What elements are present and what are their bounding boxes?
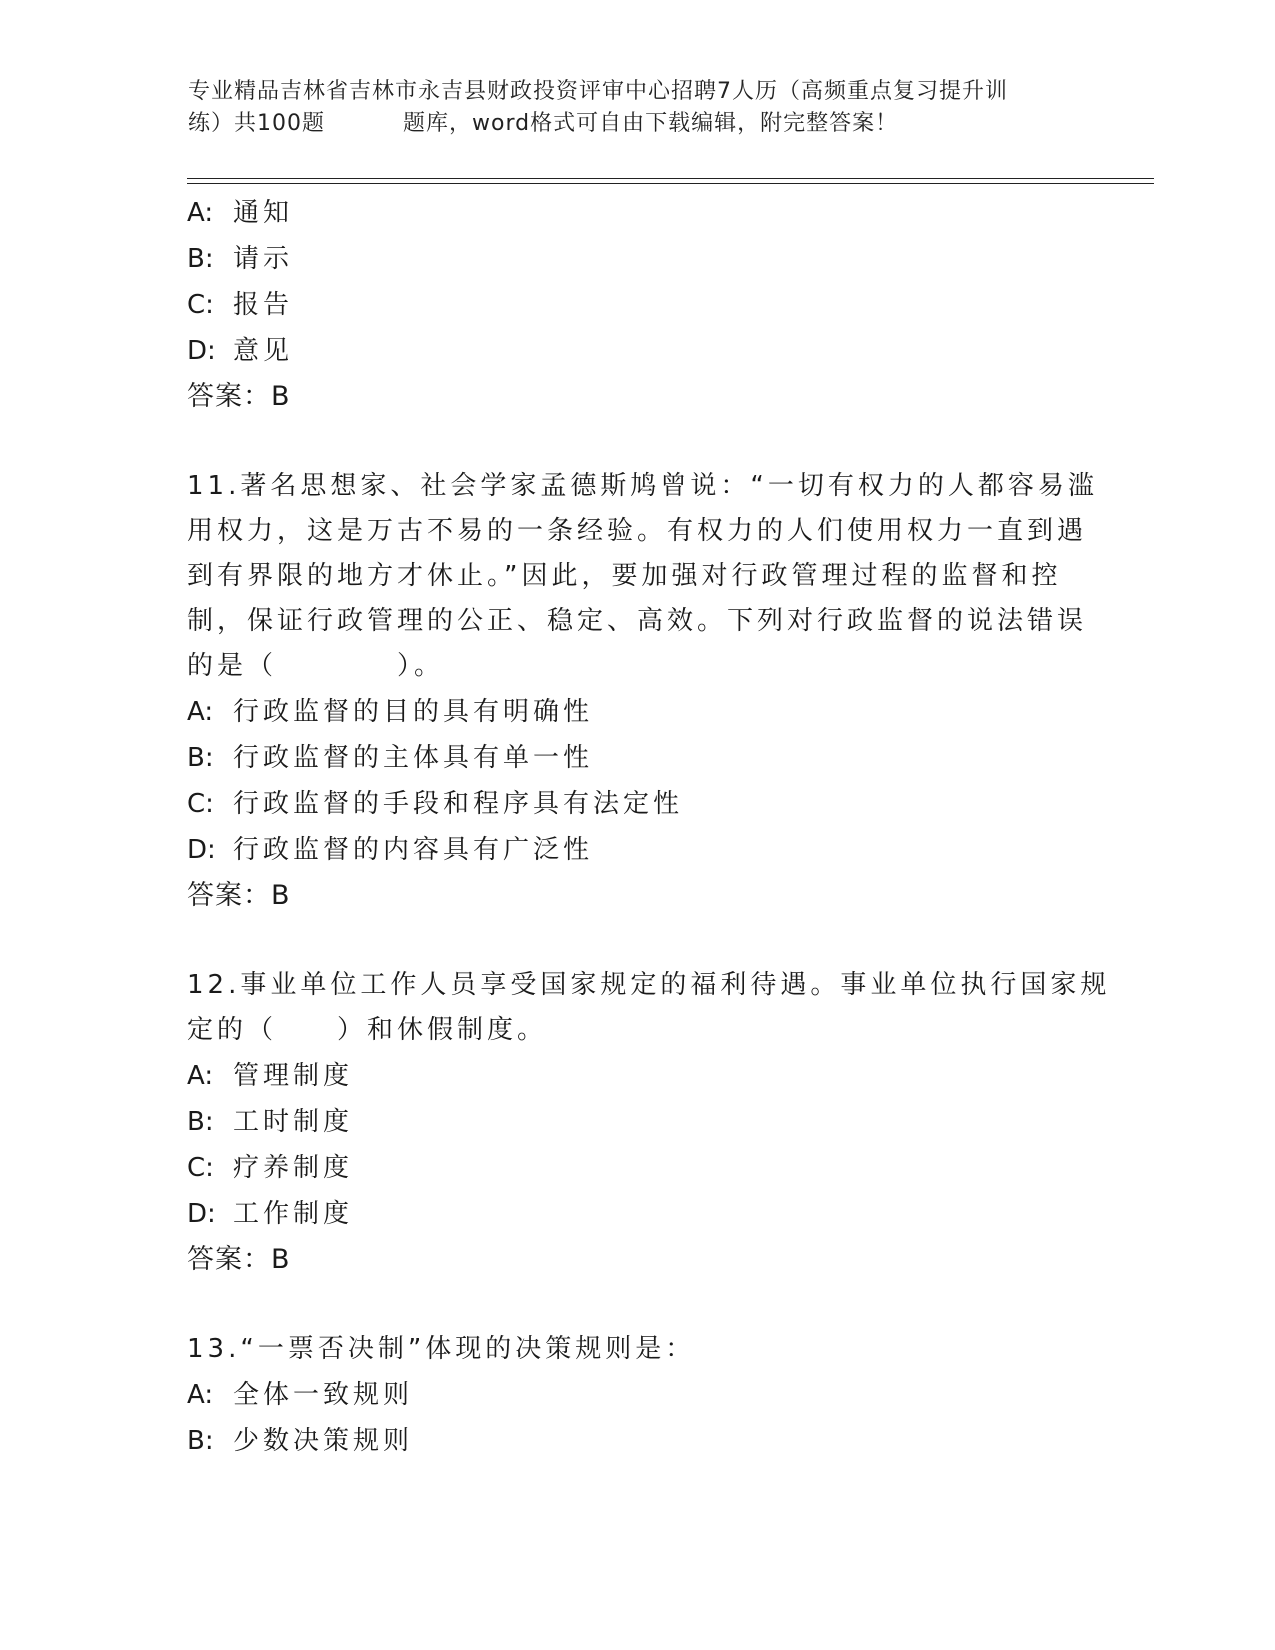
header-divider-bottom: [187, 183, 1154, 184]
option-text: 报告: [233, 290, 294, 320]
option-text: 意见: [233, 336, 294, 366]
option-label: C:: [187, 290, 214, 320]
header-description: 题库，word格式可自由下载编辑，附完整答案！: [403, 111, 899, 136]
header-title-line-2: [188, 108, 1098, 140]
option-label: A:: [187, 1380, 214, 1410]
option-b: [187, 735, 1087, 781]
answer-line: 答案：B: [187, 381, 291, 412]
question-12: [187, 963, 1111, 1283]
option-text: 行政监督的手段和程序具有法定性: [233, 789, 684, 819]
option-text: 行政监督的主体具有单一性: [233, 743, 594, 773]
question-11: [187, 464, 1098, 919]
answer-line: 答案：B: [187, 1244, 291, 1275]
option-label: D:: [187, 835, 216, 865]
question-stem-line: 11.著名思想家、社会学家孟德斯鸠曾说：“一切有权力的人都容易滥: [187, 471, 1098, 501]
option-a: [187, 190, 1087, 236]
option-label: D:: [187, 336, 216, 366]
question-stem-line: 13.“一票否决制”体现的决策规则是：: [187, 1334, 696, 1364]
question-stem-line: 12.事业单位工作人员享受国家规定的福利待遇。事业单位执行国家规: [187, 970, 1111, 1000]
option-a: [187, 689, 1087, 735]
option-label: A:: [187, 198, 214, 228]
option-b: [187, 236, 1087, 282]
option-text: 疗养制度: [233, 1153, 354, 1183]
option-c: [187, 1145, 1087, 1191]
header-title-line-1: 专业精品吉林省吉林市永吉县财政投资评审中心招聘7人历（高频重点复习提升训: [188, 79, 1008, 104]
option-text: 行政监督的内容具有广泛性: [233, 835, 594, 865]
option-c: [187, 282, 1087, 328]
option-text: 请示: [233, 244, 294, 274]
option-text: 行政监督的目的具有明确性: [233, 697, 594, 727]
option-a: [187, 1053, 1087, 1099]
option-text: 工作制度: [233, 1199, 354, 1229]
option-label: B:: [187, 1426, 214, 1456]
option-b: [187, 1418, 1087, 1464]
answer-line: 答案：B: [187, 880, 291, 911]
question-13: [187, 1327, 1087, 1464]
question-stem-line: 制，保证行政管理的公正、稳定、高效。下列对行政监督的说法错误: [187, 606, 1088, 636]
option-a: [187, 1372, 1087, 1418]
question-stem-line: 的是（ ）。: [187, 651, 445, 681]
option-label: D:: [187, 1199, 216, 1229]
option-text: 工时制度: [233, 1107, 354, 1137]
header-question-count: 练）共100题: [188, 111, 325, 136]
question-list: [187, 190, 1111, 1464]
option-d: [187, 827, 1087, 873]
question-stem-line: 到有界限的地方才休止。”因此，要加强对行政管理过程的监督和控: [187, 561, 1062, 591]
option-text: 全体一致规则: [233, 1380, 414, 1410]
option-label: C:: [187, 789, 214, 819]
option-label: B:: [187, 1107, 214, 1137]
option-label: B:: [187, 743, 214, 773]
option-label: A:: [187, 697, 214, 727]
option-b: [187, 1099, 1087, 1145]
option-label: A:: [187, 1061, 214, 1091]
option-d: [187, 1191, 1087, 1237]
option-label: C:: [187, 1153, 214, 1183]
question-stem-line: 用权力，这是万古不易的一条经验。有权力的人们使用权力一直到遇: [187, 516, 1088, 546]
header-divider-top: [187, 178, 1154, 179]
question-10: [187, 190, 1087, 420]
option-text: 通知: [233, 198, 294, 228]
option-label: B:: [187, 244, 214, 274]
question-stem-line: 定的（ ）和休假制度。: [187, 1015, 548, 1045]
option-text: 管理制度: [233, 1061, 354, 1091]
page-header: [188, 76, 1098, 140]
option-text: 少数决策规则: [233, 1426, 414, 1456]
option-c: [187, 781, 1087, 827]
option-d: [187, 328, 1087, 374]
